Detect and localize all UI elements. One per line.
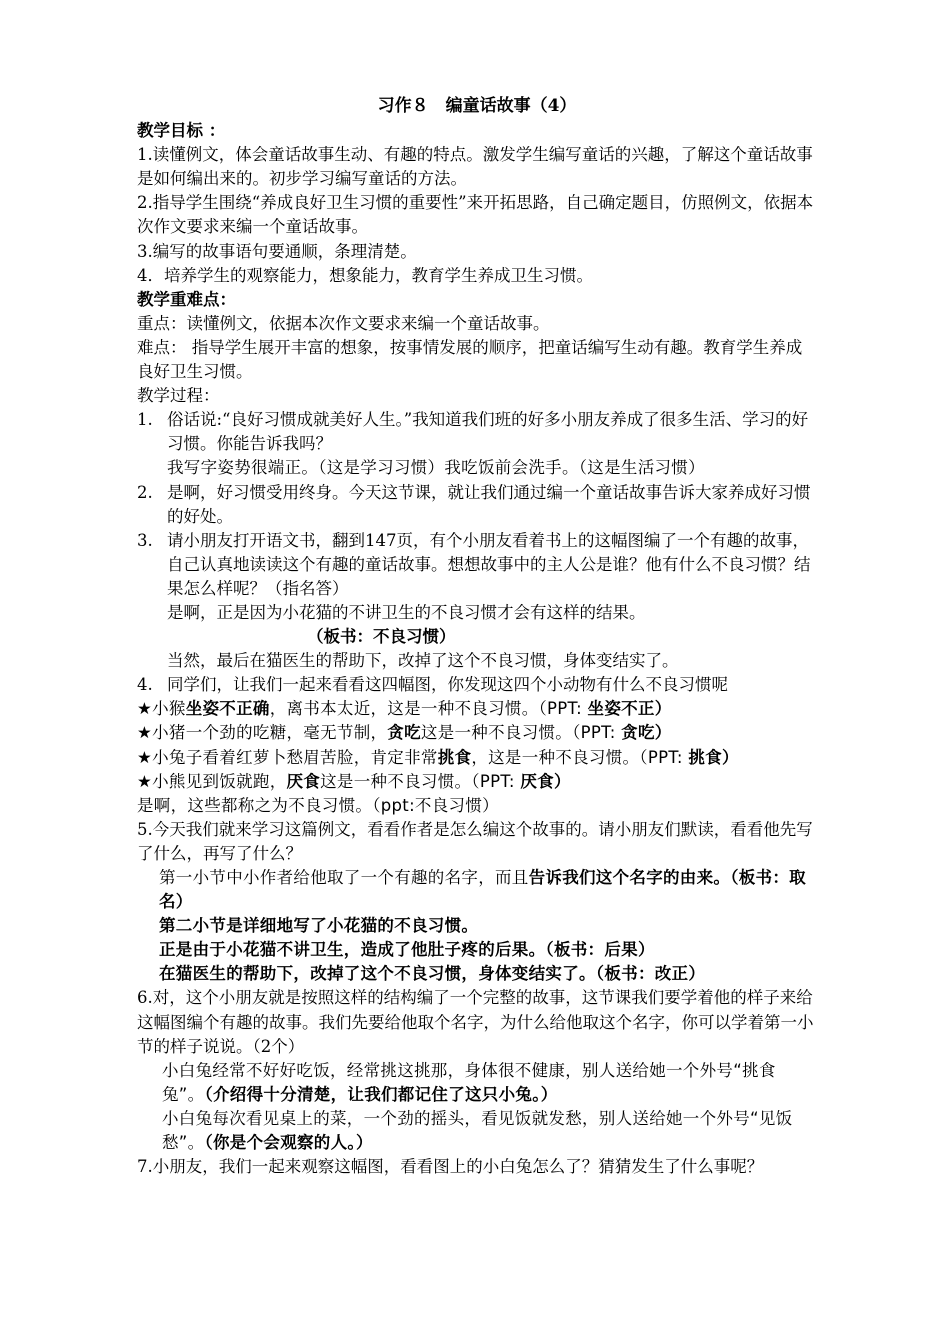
key-point: 重点：读懂例文，依据本次作文要求来编一个童话故事。 bbox=[137, 313, 550, 333]
step-1-example: 我写字姿势很端正。（这是学习习惯）我吃饭前会洗手。（这是生活习惯） bbox=[167, 458, 705, 478]
step-text: 请小朋友打开语文书，翻到147页，有个小朋友看着书上的这幅图编了一个有趣的故事，自己认真地读读这个有趣的童话故事。想想故事中的主人公是谁？他有什么不良习惯？结果怎么样呢？（指名答） bbox=[167, 530, 811, 598]
step-5-para: 第一小节中小作者给他取了一个有趣的名字，而且告诉我们这个名字的由来。（板书：取名） bbox=[159, 868, 806, 912]
step-number: 4. bbox=[137, 675, 153, 695]
step-6: 6.对，这个小朋友就是按照这样的结构编了一个完整的故事，这节课我们要学着他的样子来给这幅图编个有趣的故事。我们先要给他取个名字，为什么给他取这个名字，你可以学着第一小节的样子说说。（2个） bbox=[137, 988, 814, 1056]
step-5-para: 正是由于小花猫不讲卫生，造成了他肚子疼的后果。（板书：后果） bbox=[159, 940, 655, 960]
habit-item: ★小熊见到饭就跑，厌食这是一种不良习惯。（PPT: 厌食） bbox=[137, 771, 571, 791]
goals-heading: 教学目标 ： bbox=[137, 121, 226, 141]
lesson-plan bbox=[137, 94, 817, 1179]
step-text: 俗话说:“良好习惯成就美好人生。”我知道我们班的好多小朋友养成了很多生活、学习的好习惯。你能告诉我吗？ bbox=[167, 410, 809, 454]
step-5-para: 在猫医生的帮助下，改掉了这个不良习惯，身体变结实了。（板书：改正） bbox=[159, 964, 706, 984]
habit-item: ★小兔子看着红萝卜愁眉苦脸，肯定非常挑食，这是一种不良习惯。（PPT: 挑食） bbox=[137, 747, 739, 767]
goal-item: 1.读懂例文，体会童话故事生动、有趣的特点。激发学生编写童话的兴趣，了解这个童话故事是如何编出来的。初步学习编写童话的方法。 bbox=[137, 145, 813, 189]
step-3 bbox=[137, 529, 817, 601]
step-2 bbox=[137, 481, 817, 529]
step-5: 5.今天我们就来学习这篇例文，看看作者是怎么编这个故事的。请小朋友们默读，看看他先写了什么，再写了什么？ bbox=[137, 819, 813, 863]
step-3-answer: 是啊，正是因为小花猫的不讲卫生的不良习惯才会有这样的结果。 bbox=[167, 602, 646, 622]
step-number: 3. bbox=[137, 530, 153, 550]
key-heading: 教学重难点： bbox=[137, 289, 236, 309]
step-4 bbox=[137, 673, 817, 697]
board-note: （板书：不良习惯） bbox=[307, 627, 456, 647]
step-6-example: 小白兔经常不好好吃饭，经常挑这挑那，身体很不健康，别人送给她一个外号“挑食兔”。（介绍得十分清楚，让我们都记住了这只小兔。） bbox=[162, 1060, 776, 1104]
process-heading: 教学过程： bbox=[137, 386, 220, 406]
step-number: 2. bbox=[137, 482, 153, 502]
step-number: 1. bbox=[137, 410, 153, 430]
step-5-para: 第二小节是详细地写了小花猫的不良习惯。 bbox=[159, 916, 479, 936]
step-4-summary: 是啊，这些都称之为不良习惯。（ppt:不良习惯） bbox=[137, 795, 499, 815]
step-7: 7.小朋友，我们一起来观察这幅图，看看图上的小白兔怎么了？猜猜发生了什么事呢？ bbox=[137, 1157, 764, 1177]
habit-item: ★小猪一个劲的吃糖，毫无节制，贪吃这是一种不良习惯。（PPT: 贪吃） bbox=[137, 723, 672, 743]
step-text: 是啊，好习惯受用终身。今天这节课，就让我们通过编一个童话故事告诉大家养成好习惯的好处。 bbox=[167, 482, 811, 526]
difficult-point: 难点： 指导学生展开丰富的想象，按事情发展的顺序，把童话编写生动有趣。教育学生养成良好卫生习惯。 bbox=[137, 337, 803, 382]
goal-item: 3.编写的故事语句要通顺，条理清楚。 bbox=[137, 241, 417, 261]
page-title: 习作８ 编童话故事（4） bbox=[377, 96, 577, 116]
habit-item: ★小猴坐姿不正确，离书本太近，这是一种不良习惯。（PPT: 坐姿不正） bbox=[137, 699, 672, 719]
step-3-after: 当然，最后在猫医生的帮助下，改掉了这个不良习惯，身体变结实了。 bbox=[167, 651, 679, 671]
step-text: 同学们，让我们一起来看看这四幅图，你发现这四个小动物有什么不良习惯呢 bbox=[167, 675, 728, 695]
goal-item: 2.指导学生围绕“养成良好卫生习惯的重要性”来开拓思路，自己确定题目，仿照例文，依据本次作文要求来编一个童话故事。 bbox=[137, 193, 814, 237]
goal-item: 4．培养学生的观察能力，想象能力，教育学生养成卫生习惯。 bbox=[137, 265, 593, 285]
step-6-example: 小白兔每次看见桌上的菜，一个劲的摇头，看见饭就发愁，别人送给她一个外号“见饭愁”。（你是个会观察的人。） bbox=[162, 1108, 793, 1153]
step-1 bbox=[137, 408, 817, 456]
